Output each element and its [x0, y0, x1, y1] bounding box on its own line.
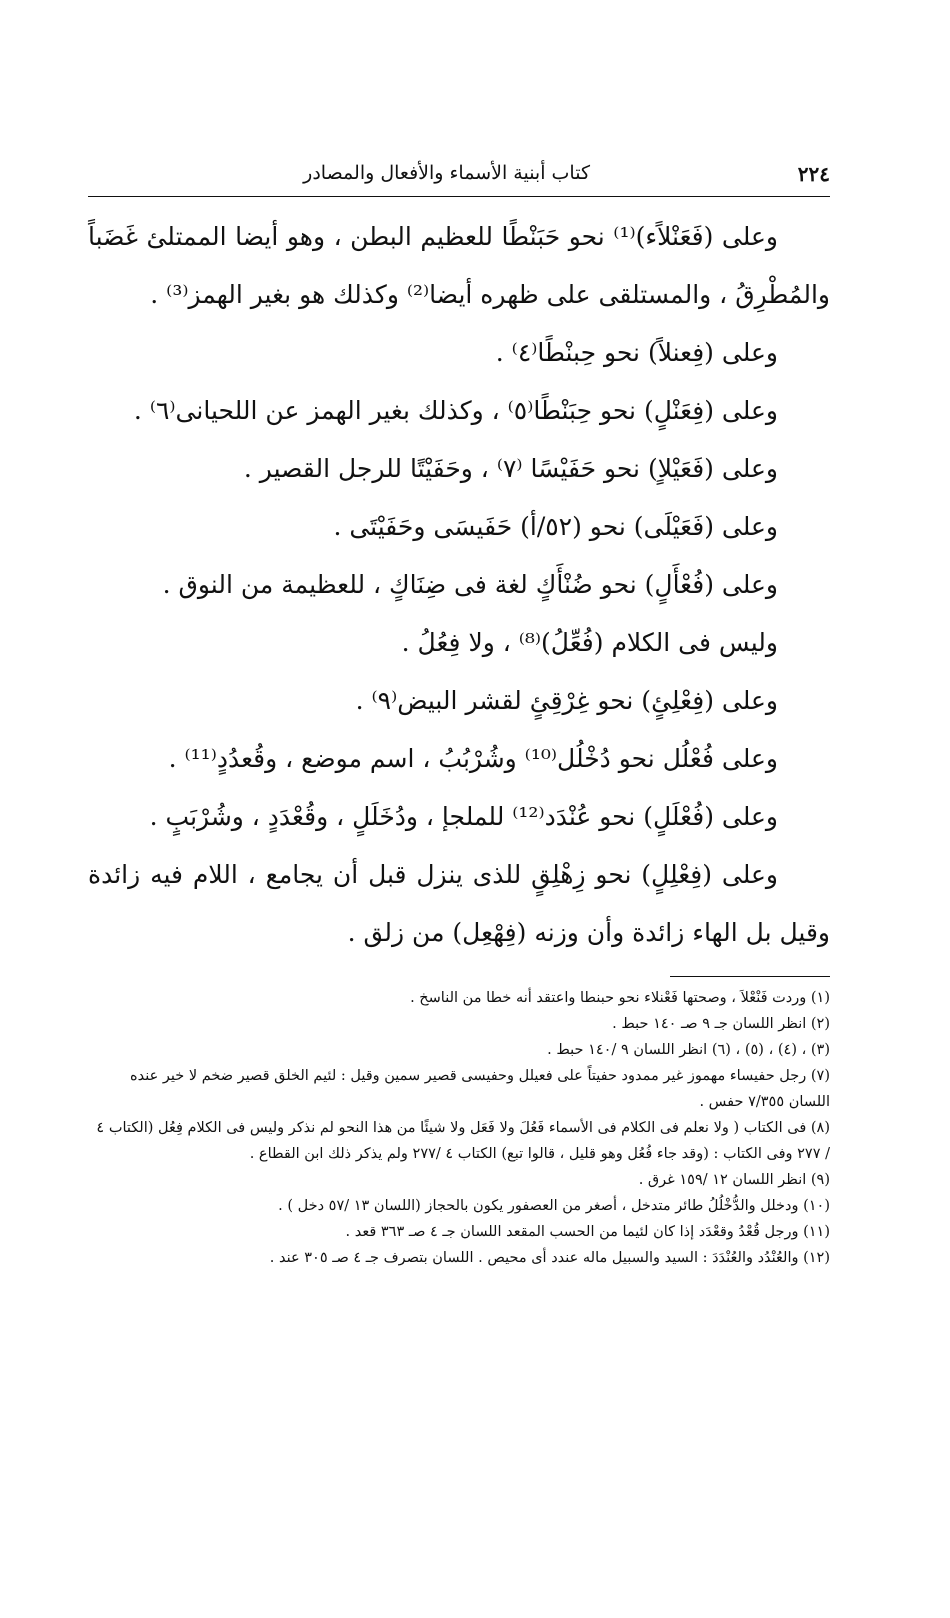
footnotes [88, 985, 830, 1271]
paragraph-5: وعلى (فَعَيْلَى) نحو (٥٢/أ) حَفَيسَى وحَفَيْتَى . [333, 512, 778, 541]
footnote-12: (١٢) والعُنْدُد والعُنْدَدَ : السيد والسبيل ماله عندد أى محيص . اللسان بتصرف جـ ٤ صـ ٣٠٥ عند . [269, 1250, 830, 1266]
page-header [88, 150, 830, 200]
footnote-8: (٨) فى الكتاب ( ولا نعلم فى الكلام فى الأسماء فَعُلَ ولا فَعَل ولا شيئًا من هذا النحو لم نذكر وليس فى الكلام فِعُل (الكتاب ٤ / ٢٧٧ وفى الكتاب : (وقد جاء فُعُل وهو قليل ، قالوا تبع) الكتاب ٤ /٢٧٧ ولم يذكر ذلك ابن القطاع . [96, 1120, 830, 1162]
paragraph-4: وعلى (فَعَيْلاٍ) نحو حَفَيْسًا ⁽٧⁾ ، وحَفَيْتًا للرجل القصير . [243, 454, 778, 483]
footnote-rule [670, 976, 830, 977]
page-number: ٢٢٤ [797, 162, 830, 186]
paragraph-8: وعلى (فِعْلِئٍ) نحو غِرْقِئٍ لقشر البيض⁽٩⁾ . [355, 686, 778, 715]
book-page [88, 150, 830, 1590]
running-title: كتاب أبنية الأسماء والأفعال والمصادر [303, 162, 590, 184]
paragraph-10: وعلى (فُعْلَلٍ) نحو عُنْدَد⁽¹²⁾ للملجإ ، ودُخَلَلٍ ، وقُعْدَدٍ ، وشُرْبَبٍ . [149, 802, 778, 831]
footnote-10: (١٠) ودخلل والدُّخْلُلُ طائر متدخل ، أصغر من العصفور يكون بالحجاز (اللسان ١٣ /٥٧ دخل ) . [278, 1198, 830, 1214]
paragraph-7: وليس فى الكلام (فُعِّلُ)⁽⁸⁾ ، ولا فِعُلُ . [401, 628, 778, 657]
main-text [88, 208, 830, 962]
footnote-3: (٣) ، (٤) ، (٥) ، (٦) انظر اللسان ٩ /١٤٠ حبط . [547, 1042, 830, 1058]
paragraph-6: وعلى (فُعْأَلٍ) نحو ضُنْأَكٍ لغة فى ضِنَاكٍ ، للعظيمة من النوق . [162, 570, 778, 599]
footnote-2: (٢) انظر اللسان جـ ٩ صـ ١٤٠ حبط . [612, 1016, 830, 1032]
footnote-1: (١) وردت فَنْعْلاَ ، وصحتها فَعْنلاء نحو حبنطا واعتقد أنه خطا من الناسخ . [410, 990, 830, 1006]
paragraph-1: وعلى (فَعَنْلاًء)⁽¹⁾ نحو حَبَنْطًا للعظيم البطن ، وهو أيضا الممتلئ غَضَباً والمُطْرِقُ ، والمستلقى على ظهره أيضا⁽²⁾ وكذلك هو بغير الهمز⁽³⁾ . [88, 222, 830, 309]
paragraph-2: وعلى (فِعنلاً) نحو حِبنْطًا⁽٤⁾ . [495, 338, 778, 367]
header-rule [88, 196, 830, 197]
footnote-11: (١١) ورجل قُعْدُ وقعْدَد إذا كان لئيما من الحسب المقعد اللسان جـ ٤ صـ ٣٦٣ قعد . [345, 1224, 830, 1240]
footnote-7: (٧) رجل حفيساء مهموز غير ممدود حفيتاً على فعيلل وحفيسى قصير سمين وقيل : لئيم الخلق قصير ضخم لا خير عنده اللسان ٧/٣٥٥ حفس . [130, 1068, 830, 1110]
paragraph-3: وعلى (فِعَنْلٍ) نحو حِبَنْطًا⁽٥⁾ ، وكذلك بغير الهمز عن اللحيانى⁽٦⁾ . [133, 396, 778, 425]
footnote-9: (٩) انظر اللسان ١٢ /١٥٩ غرق . [638, 1172, 830, 1188]
paragraph-9: وعلى فُعْلُل نحو دُخْلُل⁽¹⁰⁾ وشُرْبُبُ ، اسم موضع ، وقُعدُدٍ⁽¹¹⁾ . [168, 744, 778, 773]
paragraph-11: وعلى (فِعْلِلٍ) نحو زِهْلِقٍ للذى ينزل قبل أن يجامع ، اللام فيه زائدة وقيل بل الهاء زائدة وأن وزنه (فِهْعِل) من زلق . [88, 860, 830, 947]
